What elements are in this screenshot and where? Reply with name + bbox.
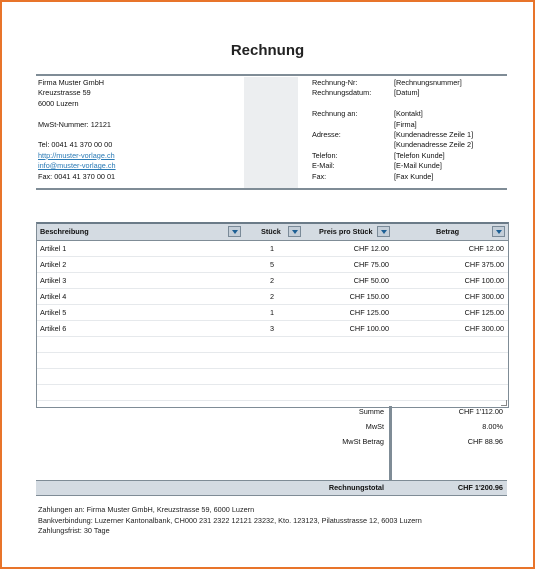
filter-dropdown-icon[interactable] [288,226,301,237]
spacer [38,109,116,119]
sender-phone: Tel: 0041 41 370 00 00 [38,140,113,150]
cell-qty[interactable]: 5 [269,260,274,269]
sender-company: Firma Muster GmbH [38,78,105,87]
cell-qty[interactable]: 2 [269,292,274,301]
payment-footer [38,505,422,537]
footer-bank: Bankverbindung: Luzerner Kantonalbank, CH000 231 2322 12121 23232, Kto. 123123, Pilatusstrasse 12, 6003 Luzern [38,515,422,525]
spacer [312,99,473,109]
address-line2-field[interactable]: [Kundenadresse Zeile 2] [394,140,474,150]
meta-row-company [312,120,473,130]
cell-qty[interactable]: 1 [269,244,274,253]
cell-amount[interactable]: CHF 125.00 [464,308,504,317]
meta-row-address1 [312,130,473,140]
cell-amount[interactable]: CHF 12.00 [468,244,504,253]
meta-row-fax [312,172,473,182]
empty-table-row[interactable] [37,369,508,385]
invoice-title: Rechnung [230,42,305,59]
phone-label: Telefon: [312,150,338,160]
table-row[interactable] [37,289,508,305]
address-line1-field[interactable]: [Kundenadresse Zeile 1] [394,129,474,139]
sender-website-link[interactable]: http://muster-vorlage.ch [38,150,115,160]
cell-amount[interactable]: CHF 100.00 [464,276,504,285]
cell-description[interactable]: Artikel 1 [40,244,67,253]
vat-amount-label: MwSt Betrag [342,437,384,446]
cell-unit-price[interactable]: CHF 150.00 [349,292,389,301]
bottom-rule [36,188,507,190]
invoice-number-field[interactable]: [Rechnungsnummer] [394,78,462,87]
cell-amount[interactable]: CHF 375.00 [464,260,504,269]
cell-description[interactable]: Artikel 3 [40,276,67,285]
empty-table-row[interactable] [37,337,508,353]
vat-amount-value: CHF 88.96 [467,437,503,446]
spacer [38,130,116,140]
table-row[interactable] [37,305,508,321]
cell-unit-price[interactable]: CHF 75.00 [353,260,389,269]
cell-description[interactable]: Artikel 4 [40,292,67,301]
table-body [37,241,508,401]
phone-field[interactable]: [Telefon Kunde] [394,150,445,160]
meta-row-email [312,161,473,171]
empty-table-row[interactable] [37,353,508,369]
cell-unit-price[interactable]: CHF 50.00 [353,276,389,285]
vat-rate-value[interactable]: 8.00% [482,422,503,431]
sender-street: Kreuzstrasse 59 [38,88,91,98]
sender-vat: MwSt-Nummer: 12121 [38,119,111,129]
cell-qty[interactable]: 1 [269,308,274,317]
table-row[interactable] [37,273,508,289]
sender-email-link[interactable]: info@muster-vorlage.ch [38,161,116,171]
filter-dropdown-icon[interactable] [492,226,505,237]
meta-row-phone [312,151,473,161]
company-field[interactable]: [Firma] [394,119,417,129]
cell-description[interactable]: Artikel 6 [40,324,67,333]
totals-block [36,406,507,494]
cell-unit-price[interactable]: CHF 125.00 [349,308,389,317]
cell-qty[interactable]: 3 [269,324,274,333]
footer-terms: Zahlungsfrist: 30 Tage [38,526,110,536]
cell-amount[interactable]: CHF 300.00 [464,324,504,333]
cell-amount[interactable]: CHF 300.00 [464,292,504,301]
footer-payee: Zahlungen an: Firma Muster GmbH, Kreuzstrasse 59, 6000 Luzern [38,505,255,514]
header-description: Beschreibung [40,227,89,236]
table-row[interactable] [37,321,508,337]
meta-row-number [312,78,473,88]
cell-description[interactable]: Artikel 5 [40,308,67,317]
vat-label: MwSt [365,422,384,431]
email-label: E-Mail: [312,161,335,171]
header-unit-price: Preis pro Stück [319,227,373,236]
empty-table-row[interactable] [37,385,508,401]
bill-to-label: Rechnung an: [312,109,358,119]
sum-value: CHF 1'112.00 [458,407,503,416]
top-rule [36,74,507,76]
cell-description[interactable]: Artikel 2 [40,260,67,269]
cell-unit-price[interactable]: CHF 100.00 [349,324,389,333]
header-amount: Betrag [436,227,460,236]
address-label: Adresse: [312,129,341,139]
grand-total-row [36,480,507,496]
invoice-date-label: Rechnungsdatum: [312,88,372,98]
fax-field[interactable]: [Fax Kunde] [394,171,434,181]
cell-qty[interactable]: 2 [269,276,274,285]
fax-label: Fax: [312,171,327,181]
sender-block [38,78,116,182]
invoice-meta [312,78,473,182]
line-items-table [36,222,509,408]
meta-row-date [312,88,473,98]
meta-row-contact [312,109,473,119]
table-row[interactable] [37,257,508,273]
meta-row-address2 [312,140,473,150]
table-row[interactable] [37,241,508,257]
sender-city: 6000 Luzern [38,98,79,108]
sender-fax: Fax: 0041 41 370 00 01 [38,171,116,181]
table-header [37,224,508,241]
email-field[interactable]: [E-Mail Kunde] [394,161,442,171]
cell-unit-price[interactable]: CHF 12.00 [353,244,389,253]
contact-field[interactable]: [Kontakt] [394,109,423,119]
header-qty: Stück [261,227,281,236]
sum-label: Summe [358,407,384,416]
totals-separator [389,406,392,480]
invoice-number-label: Rechnung-Nr: [312,78,358,87]
grand-total-label: Rechnungstotal [328,483,384,492]
address-divider-band [244,77,298,188]
invoice-date-field[interactable]: [Datum] [394,88,420,98]
filter-dropdown-icon[interactable] [228,226,241,237]
filter-dropdown-icon[interactable] [377,226,390,237]
grand-total-value: CHF 1'200.96 [457,483,503,492]
